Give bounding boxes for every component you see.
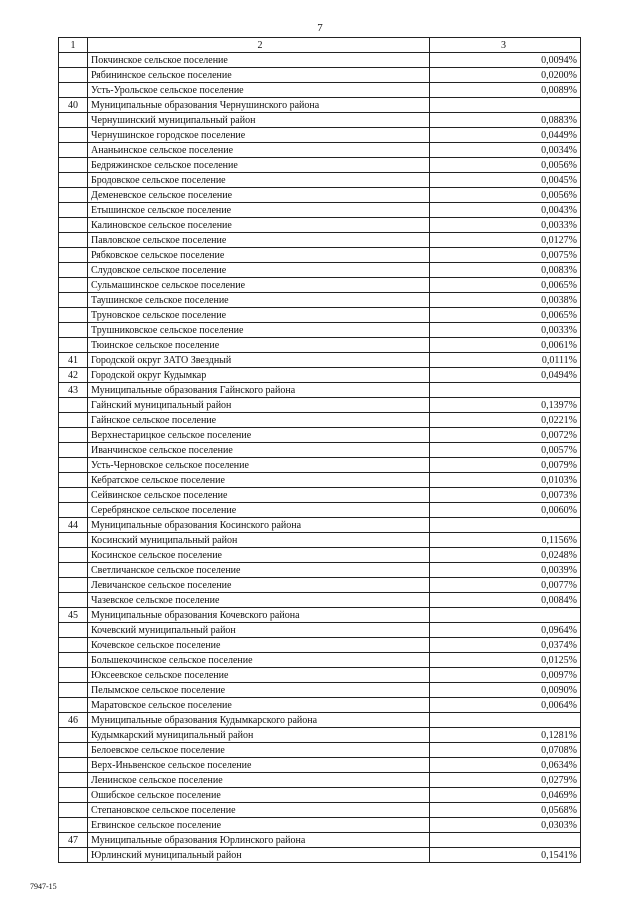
municipality-name-cell: Рябининское сельское поселение — [88, 68, 430, 83]
municipality-name-cell: Чернушинское городское поселение — [88, 128, 430, 143]
share-value-cell: 0,0034% — [430, 143, 581, 158]
table-row — [59, 263, 581, 278]
table-row — [59, 113, 581, 128]
table-row — [59, 218, 581, 233]
municipality-name-cell: Верх-Иньвенское сельское поселение — [88, 758, 430, 773]
municipality-name-cell: Бродовское сельское поселение — [88, 173, 430, 188]
municipality-name-cell: Таушинское сельское поселение — [88, 293, 430, 308]
share-value-cell: 0,0075% — [430, 248, 581, 263]
table-group-row — [59, 518, 581, 533]
municipality-name-cell: Калиновское сельское поселение — [88, 218, 430, 233]
share-value-cell: 0,0084% — [430, 593, 581, 608]
municipality-name-cell: Ананьинское сельское поселение — [88, 143, 430, 158]
table-row — [59, 623, 581, 638]
municipality-name-cell: Павловское сельское поселение — [88, 233, 430, 248]
municipality-name-cell: Муниципальные образования Чернушинского района — [88, 98, 430, 113]
share-value-cell — [430, 518, 581, 533]
table-row — [59, 593, 581, 608]
municipality-name-cell: Кудымкарский муниципальный район — [88, 728, 430, 743]
header-row — [59, 38, 581, 53]
table-row — [59, 848, 581, 863]
row-number-cell — [59, 563, 88, 578]
table-group-row — [59, 713, 581, 728]
municipality-name-cell: Светличанское сельское поселение — [88, 563, 430, 578]
row-number-cell — [59, 698, 88, 713]
row-number-cell — [59, 818, 88, 833]
share-value-cell: 0,0039% — [430, 563, 581, 578]
row-number-cell — [59, 773, 88, 788]
table-group-row — [59, 98, 581, 113]
table-row — [59, 653, 581, 668]
table-row — [59, 683, 581, 698]
municipality-name-cell: Бедряжинское сельское поселение — [88, 158, 430, 173]
column-header-3: 3 — [430, 38, 581, 53]
share-value-cell: 0,0033% — [430, 323, 581, 338]
table-row — [59, 638, 581, 653]
municipality-name-cell: Гайнский муниципальный район — [88, 398, 430, 413]
share-value-cell: 0,0073% — [430, 488, 581, 503]
share-value-cell: 0,0103% — [430, 473, 581, 488]
row-number-cell — [59, 323, 88, 338]
municipality-name-cell: Городской округ Кудымкар — [88, 368, 430, 383]
table-row — [59, 488, 581, 503]
municipality-name-cell: Косинский муниципальный район — [88, 533, 430, 548]
table-row — [59, 668, 581, 683]
share-value-cell: 0,0221% — [430, 413, 581, 428]
table-row — [59, 68, 581, 83]
municipality-name-cell: Деменевское сельское поселение — [88, 188, 430, 203]
municipality-name-cell: Муниципальные образования Кочевского района — [88, 608, 430, 623]
row-number-cell — [59, 578, 88, 593]
municipality-name-cell: Верхнестарицкое сельское поселение — [88, 428, 430, 443]
row-number-cell — [59, 413, 88, 428]
municipality-name-cell: Ошибское сельское поселение — [88, 788, 430, 803]
municipality-name-cell: Кочевский муниципальный район — [88, 623, 430, 638]
share-value-cell: 0,0089% — [430, 83, 581, 98]
row-number-cell: 45 — [59, 608, 88, 623]
municipality-name-cell: Косинское сельское поселение — [88, 548, 430, 563]
share-value-cell: 0,0200% — [430, 68, 581, 83]
table-row — [59, 458, 581, 473]
municipality-name-cell: Чернушинский муниципальный район — [88, 113, 430, 128]
row-number-cell — [59, 68, 88, 83]
share-value-cell: 0,0056% — [430, 158, 581, 173]
share-value-cell — [430, 713, 581, 728]
share-value-cell: 0,0043% — [430, 203, 581, 218]
row-number-cell — [59, 683, 88, 698]
share-value-cell: 0,0061% — [430, 338, 581, 353]
table-row — [59, 293, 581, 308]
row-number-cell — [59, 533, 88, 548]
row-number-cell — [59, 338, 88, 353]
share-value-cell: 0,0090% — [430, 683, 581, 698]
municipality-name-cell: Муниципальные образования Юрлинского района — [88, 833, 430, 848]
share-value-cell: 0,1156% — [430, 533, 581, 548]
row-number-cell — [59, 623, 88, 638]
table-row — [59, 563, 581, 578]
row-number-cell: 47 — [59, 833, 88, 848]
municipality-name-cell: Покчинское сельское поселение — [88, 53, 430, 68]
table-row — [59, 398, 581, 413]
share-value-cell: 0,0033% — [430, 218, 581, 233]
row-number-cell — [59, 803, 88, 818]
share-value-cell: 0,0111% — [430, 353, 581, 368]
table-group-row — [59, 833, 581, 848]
table-row — [59, 188, 581, 203]
row-number-cell: 44 — [59, 518, 88, 533]
table-row — [59, 278, 581, 293]
share-value-cell: 0,0045% — [430, 173, 581, 188]
share-value-cell — [430, 383, 581, 398]
row-number-cell — [59, 53, 88, 68]
row-number-cell — [59, 278, 88, 293]
share-value-cell: 0,0634% — [430, 758, 581, 773]
share-value-cell: 0,1541% — [430, 848, 581, 863]
municipality-name-cell: Муниципальные образования Кудымкарского района — [88, 713, 430, 728]
share-value-cell: 0,0374% — [430, 638, 581, 653]
row-number-cell — [59, 203, 88, 218]
share-value-cell: 0,0064% — [430, 698, 581, 713]
municipality-name-cell: Пелымское сельское поселение — [88, 683, 430, 698]
row-number-cell: 42 — [59, 368, 88, 383]
row-number-cell — [59, 263, 88, 278]
table-row — [59, 758, 581, 773]
table-row — [59, 368, 581, 383]
row-number-cell — [59, 548, 88, 563]
row-number-cell — [59, 248, 88, 263]
table-row — [59, 203, 581, 218]
table-row — [59, 818, 581, 833]
share-value-cell — [430, 98, 581, 113]
municipality-name-cell: Сейвинское сельское поселение — [88, 488, 430, 503]
share-value-cell: 0,0248% — [430, 548, 581, 563]
municipality-name-cell: Иванчинское сельское поселение — [88, 443, 430, 458]
table-row — [59, 143, 581, 158]
share-value-cell: 0,0079% — [430, 458, 581, 473]
share-value-cell: 0,0303% — [430, 818, 581, 833]
table-row — [59, 338, 581, 353]
share-value-cell: 0,0072% — [430, 428, 581, 443]
municipality-name-cell: Гайнское сельское поселение — [88, 413, 430, 428]
table-row — [59, 788, 581, 803]
row-number-cell — [59, 233, 88, 248]
share-value-cell: 0,0065% — [430, 308, 581, 323]
row-number-cell — [59, 728, 88, 743]
table-row — [59, 578, 581, 593]
municipality-name-cell: Серебрянское сельское поселение — [88, 503, 430, 518]
page-number: 7 — [317, 22, 323, 34]
table-row — [59, 698, 581, 713]
share-value-cell: 0,0964% — [430, 623, 581, 638]
municipality-name-cell: Муниципальные образования Гайнского района — [88, 383, 430, 398]
municipality-name-cell: Усть-Урольское сельское поселение — [88, 83, 430, 98]
table-row — [59, 428, 581, 443]
municipality-name-cell: Труновское сельское поселение — [88, 308, 430, 323]
municipality-name-cell: Кочевское сельское поселение — [88, 638, 430, 653]
row-number-cell — [59, 458, 88, 473]
table-row — [59, 308, 581, 323]
allocation-table — [58, 37, 581, 863]
share-value-cell: 0,0449% — [430, 128, 581, 143]
municipality-name-cell: Юрлинский муниципальный район — [88, 848, 430, 863]
table-row — [59, 743, 581, 758]
share-value-cell: 0,0568% — [430, 803, 581, 818]
row-number-cell — [59, 473, 88, 488]
table-row — [59, 533, 581, 548]
row-number-cell — [59, 428, 88, 443]
table-group-row — [59, 383, 581, 398]
table-row — [59, 173, 581, 188]
row-number-cell — [59, 443, 88, 458]
row-number-cell — [59, 503, 88, 518]
table-row — [59, 443, 581, 458]
row-number-cell — [59, 488, 88, 503]
row-number-cell — [59, 848, 88, 863]
municipality-name-cell: Усть-Черновское сельское поселение — [88, 458, 430, 473]
municipality-name-cell: Рябковское сельское поселение — [88, 248, 430, 263]
municipality-name-cell: Степановское сельское поселение — [88, 803, 430, 818]
municipality-name-cell: Трушниковское сельское поселение — [88, 323, 430, 338]
share-value-cell: 0,0127% — [430, 233, 581, 248]
table-row — [59, 803, 581, 818]
share-value-cell: 0,0469% — [430, 788, 581, 803]
column-header-2: 2 — [88, 38, 430, 53]
row-number-cell — [59, 128, 88, 143]
table-row — [59, 248, 581, 263]
municipality-name-cell: Левичанское сельское поселение — [88, 578, 430, 593]
row-number-cell — [59, 143, 88, 158]
share-value-cell: 0,0056% — [430, 188, 581, 203]
municipality-name-cell: Кебратское сельское поселение — [88, 473, 430, 488]
share-value-cell: 0,0708% — [430, 743, 581, 758]
table-row — [59, 53, 581, 68]
table-row — [59, 158, 581, 173]
municipality-name-cell: Егвинское сельское поселение — [88, 818, 430, 833]
table-group-row — [59, 608, 581, 623]
municipality-name-cell: Большекочинское сельское поселение — [88, 653, 430, 668]
row-number-cell — [59, 593, 88, 608]
table-body — [59, 53, 581, 863]
column-header-1: 1 — [59, 38, 88, 53]
share-value-cell: 0,0883% — [430, 113, 581, 128]
share-value-cell: 0,0097% — [430, 668, 581, 683]
share-value-cell — [430, 608, 581, 623]
table-row — [59, 473, 581, 488]
table-header — [59, 38, 581, 53]
row-number-cell — [59, 758, 88, 773]
municipality-name-cell: Городской округ ЗАТО Звездный — [88, 353, 430, 368]
row-number-cell: 41 — [59, 353, 88, 368]
row-number-cell — [59, 218, 88, 233]
table-row — [59, 773, 581, 788]
municipality-name-cell: Тюинское сельское поселение — [88, 338, 430, 353]
share-value-cell: 0,0060% — [430, 503, 581, 518]
document-code: 7947-15 — [30, 882, 57, 891]
share-value-cell: 0,0494% — [430, 368, 581, 383]
table-row — [59, 413, 581, 428]
row-number-cell — [59, 788, 88, 803]
row-number-cell — [59, 188, 88, 203]
table-row — [59, 353, 581, 368]
row-number-cell — [59, 398, 88, 413]
row-number-cell — [59, 293, 88, 308]
municipality-name-cell: Чазевское сельское поселение — [88, 593, 430, 608]
table-row — [59, 548, 581, 563]
row-number-cell — [59, 668, 88, 683]
row-number-cell: 40 — [59, 98, 88, 113]
share-value-cell: 0,0057% — [430, 443, 581, 458]
share-value-cell: 0,0094% — [430, 53, 581, 68]
share-value-cell: 0,0065% — [430, 278, 581, 293]
share-value-cell: 0,0077% — [430, 578, 581, 593]
row-number-cell — [59, 173, 88, 188]
row-number-cell — [59, 743, 88, 758]
row-number-cell: 43 — [59, 383, 88, 398]
share-value-cell: 0,0125% — [430, 653, 581, 668]
table-row — [59, 233, 581, 248]
table-row — [59, 503, 581, 518]
row-number-cell: 46 — [59, 713, 88, 728]
municipality-name-cell: Етышинское сельское поселение — [88, 203, 430, 218]
table-row — [59, 83, 581, 98]
row-number-cell — [59, 83, 88, 98]
share-value-cell: 0,0083% — [430, 263, 581, 278]
municipality-name-cell: Маратовское сельское поселение — [88, 698, 430, 713]
municipality-name-cell: Муниципальные образования Косинского района — [88, 518, 430, 533]
share-value-cell: 0,0038% — [430, 293, 581, 308]
municipality-name-cell: Белоевское сельское поселение — [88, 743, 430, 758]
municipality-name-cell: Ленинское сельское поселение — [88, 773, 430, 788]
row-number-cell — [59, 653, 88, 668]
table-row — [59, 128, 581, 143]
table-row — [59, 323, 581, 338]
share-value-cell — [430, 833, 581, 848]
share-value-cell: 0,1281% — [430, 728, 581, 743]
row-number-cell — [59, 308, 88, 323]
municipality-name-cell: Сульмашинское сельское поселение — [88, 278, 430, 293]
share-value-cell: 0,0279% — [430, 773, 581, 788]
municipality-name-cell: Слудовское сельское поселение — [88, 263, 430, 278]
row-number-cell — [59, 113, 88, 128]
table-row — [59, 728, 581, 743]
municipality-name-cell: Юксеевское сельское поселение — [88, 668, 430, 683]
row-number-cell — [59, 638, 88, 653]
row-number-cell — [59, 158, 88, 173]
share-value-cell: 0,1397% — [430, 398, 581, 413]
